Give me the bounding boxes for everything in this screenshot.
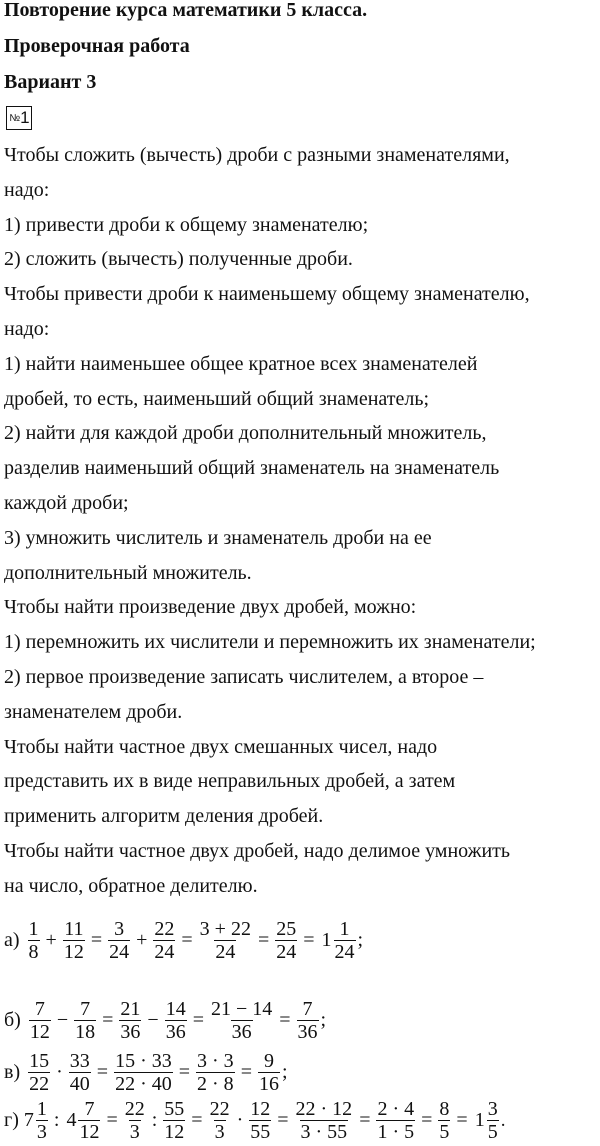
equals-sign: = (257, 929, 270, 951)
operator: − (147, 1009, 159, 1031)
solution-label: г) (4, 1109, 19, 1131)
equals-sign: = (240, 1061, 252, 1083)
solution-label: в) (4, 1061, 21, 1083)
operator: + (45, 929, 57, 951)
fraction (28, 1050, 50, 1095)
denominator: 16 (258, 1073, 279, 1095)
rule-line: 1) найти наименьшее общее кратное всех знаменателей (4, 352, 478, 375)
denominator: 40 (69, 1073, 90, 1095)
equals-sign: = (178, 1061, 191, 1083)
number-sign: № (9, 113, 21, 124)
rule-line: надо: (4, 318, 50, 340)
fraction (28, 918, 40, 963)
rule-line: дополнительный множитель. (4, 561, 252, 584)
denominator: 3 (214, 1121, 225, 1143)
operator: − (56, 1009, 69, 1031)
rule-line: на число, обратное делителю. (4, 874, 258, 897)
variant-heading: Вариант 3 (4, 71, 97, 93)
fraction (209, 1098, 231, 1143)
rule-line: Чтобы сложить (вычесть) дроби с разными знаменателями, (4, 144, 510, 166)
equals-sign: = (359, 1109, 371, 1131)
numerator: 1 (339, 918, 350, 940)
denominator: 18 (75, 1021, 96, 1043)
denominator: 3 · 55 (300, 1121, 348, 1143)
equals-sign: = (90, 929, 103, 951)
numerator: 2 · 4 (377, 1098, 415, 1120)
denominator: 24 (276, 941, 297, 963)
fraction (210, 998, 273, 1043)
denominator: 22 · 40 (115, 1073, 172, 1095)
page-title: Повторение курса математики 5 класса. (4, 0, 368, 21)
rule-line: Чтобы привести дроби к наименьшему общему знаменателю, (4, 283, 530, 306)
rule-line: 3) умножить числитель и знаменатель дроби на ее (4, 526, 432, 549)
denominator: 12 (79, 1121, 100, 1143)
rule-line: Чтобы найти частное двух дробей, надо делимое умножить (4, 840, 511, 862)
fraction (165, 998, 187, 1043)
numerator: 55 (164, 1098, 185, 1120)
operator: + (136, 929, 148, 951)
denominator: 3 (36, 1121, 47, 1143)
numerator: 3 · 3 (197, 1050, 234, 1072)
task-number-badge (6, 106, 32, 130)
solution-b (4, 998, 326, 1043)
denominator: 24 (154, 941, 175, 963)
numerator: 11 (64, 918, 84, 940)
numerator: 21 (120, 998, 141, 1020)
solution-label: б) (4, 1009, 21, 1031)
fraction (258, 1050, 280, 1095)
rule-line: надо: (4, 178, 50, 201)
rule-line: представить их в виде неправильных дробей, а затем (4, 770, 456, 793)
rule-line: 2) первое произведение записать числителем, а второе – (4, 666, 484, 688)
fraction (69, 1050, 91, 1095)
numerator: 33 (69, 1050, 90, 1072)
numerator: 7 (302, 998, 313, 1020)
equals-sign: = (191, 1109, 203, 1131)
solution-label: а) (4, 929, 20, 951)
denominator: 2 · 8 (197, 1073, 234, 1095)
whole-part: 7 (23, 1109, 34, 1131)
end-mark: ; (281, 1061, 288, 1083)
fraction (163, 1098, 185, 1143)
fraction (74, 998, 96, 1043)
rule-line: применить алгоритм деления дробей. (4, 805, 324, 828)
equals-sign: = (106, 1109, 118, 1131)
numerator: 7 (34, 998, 45, 1020)
fraction (78, 1098, 100, 1143)
operator: : (151, 1109, 158, 1131)
rule-line: 2) найти для каждой дроби дополнительный множитель, (4, 422, 487, 445)
denominator: 55 (250, 1121, 271, 1143)
solution-a (4, 918, 363, 963)
equals-sign: = (279, 1009, 291, 1031)
numerator: 15 (29, 1050, 50, 1072)
page-subtitle: Проверочная работа (4, 35, 190, 57)
numerator: 3 (114, 918, 125, 940)
fraction (249, 1098, 271, 1143)
fraction (438, 1098, 450, 1143)
rule-line: 1) привести дроби к общему знаменателю; (4, 213, 369, 236)
denominator: 12 (63, 941, 84, 963)
end-mark: . (500, 1109, 506, 1131)
denominator: 24 (109, 941, 130, 963)
fraction (487, 1098, 499, 1143)
denominator: 36 (231, 1021, 252, 1043)
denominator: 36 (165, 1021, 186, 1043)
denominator: 12 (164, 1121, 185, 1143)
end-mark: ; (357, 929, 364, 951)
task-number: 1 (20, 108, 29, 127)
denominator: 36 (297, 1021, 318, 1043)
denominator: 22 (29, 1073, 50, 1095)
denominator: 12 (29, 1021, 50, 1043)
numerator: 22 (154, 918, 175, 940)
fraction (29, 998, 51, 1043)
numerator: 22 (124, 1098, 145, 1120)
denominator: 3 (129, 1121, 140, 1143)
numerator: 3 (487, 1098, 498, 1120)
numerator: 25 (276, 918, 297, 940)
equals-sign: = (192, 1009, 204, 1031)
fraction (36, 1098, 48, 1143)
denominator: 5 (487, 1121, 498, 1143)
rule-line: каждой дроби; (4, 492, 129, 514)
numerator: 15 · 33 (115, 1050, 172, 1072)
numerator: 3 + 22 (199, 918, 251, 940)
fraction (153, 918, 175, 963)
fraction (334, 918, 356, 963)
solution-v (4, 1050, 288, 1095)
equals-sign: = (181, 929, 193, 951)
numerator: 1 (36, 1098, 47, 1120)
denominator: 1 · 5 (377, 1121, 415, 1143)
equals-sign: = (102, 1009, 114, 1031)
end-mark: ; (320, 1009, 327, 1031)
fraction (275, 918, 297, 963)
numerator: 1 (28, 918, 39, 940)
fraction (196, 1050, 235, 1095)
operator: : (53, 1109, 60, 1131)
denominator: 24 (215, 941, 236, 963)
whole-part: 4 (66, 1109, 77, 1131)
numerator: 21 − 14 (210, 998, 273, 1020)
denominator: 8 (28, 941, 39, 963)
rule-line: разделив наименьший общий знаменатель на знаменатель (4, 457, 500, 480)
operator: · (236, 1109, 244, 1131)
rule-line: 1) перемножить их числители и перемножить их знаменатели; (4, 631, 536, 654)
whole-part: 1 (321, 929, 332, 951)
fraction (376, 1098, 415, 1143)
rule-line: Чтобы найти частное двух смешанных чисел, надо (4, 735, 438, 758)
fraction (295, 1098, 354, 1143)
rule-line: дробей, то есть, наименьший общий знаменатель; (4, 387, 430, 410)
equals-sign: = (96, 1061, 109, 1083)
fraction (108, 918, 130, 963)
numerator: 8 (439, 1098, 450, 1120)
equals-sign: = (277, 1109, 289, 1131)
rule-line: знаменателем дроби. (4, 700, 183, 723)
fraction (119, 998, 141, 1043)
equals-sign: = (303, 929, 315, 951)
fraction (114, 1050, 173, 1095)
denominator: 36 (120, 1021, 141, 1043)
numerator: 9 (263, 1050, 274, 1072)
numerator: 22 (209, 1098, 230, 1120)
denominator: 24 (334, 941, 355, 963)
numerator: 22 · 12 (295, 1098, 353, 1120)
solution-g (4, 1098, 505, 1143)
numerator: 7 (80, 998, 91, 1020)
fraction (63, 918, 85, 963)
rule-line: Чтобы найти произведение двух дробей, можно: (4, 596, 417, 619)
fraction (297, 998, 319, 1043)
fraction (199, 918, 252, 963)
equals-sign: = (456, 1109, 468, 1131)
fraction (124, 1098, 146, 1143)
operator: · (56, 1061, 63, 1083)
numerator: 14 (165, 998, 186, 1020)
numerator: 12 (250, 1098, 271, 1120)
equals-sign: = (421, 1109, 433, 1131)
whole-part: 1 (474, 1109, 485, 1131)
rule-line: 2) сложить (вычесть) полученные дроби. (4, 248, 353, 271)
denominator: 5 (439, 1121, 450, 1143)
numerator: 7 (84, 1098, 95, 1120)
